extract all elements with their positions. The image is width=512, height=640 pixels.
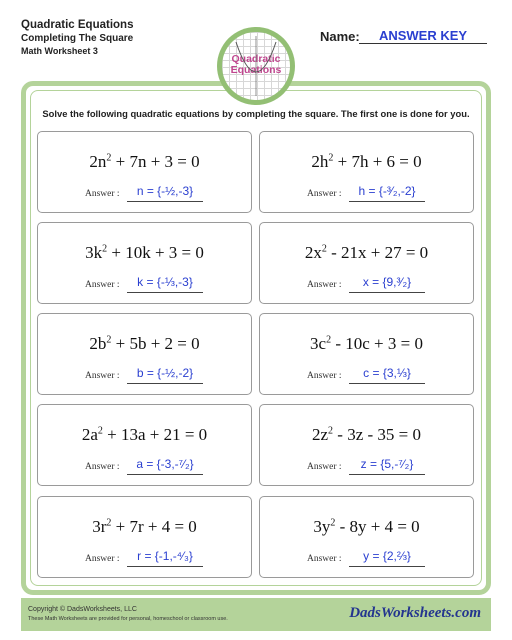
answer-underline — [127, 292, 203, 293]
answer-underline — [349, 201, 425, 202]
name-label: Name: — [320, 29, 360, 44]
answer-underline — [349, 474, 425, 475]
answer-label: Answer : — [85, 189, 120, 199]
logo-text-line1: Quadratic — [231, 53, 281, 65]
answer-value: n = {-½,-3} — [136, 184, 194, 198]
worksheet-number: Math Worksheet 3 — [21, 46, 98, 56]
answer-label: Answer : — [85, 462, 120, 472]
equation: $3c^2 - 10c + 3 = 0$ — [310, 334, 423, 353]
answer-underline — [349, 383, 425, 384]
equation: $2n^2 + 7n + 3 = 0$ — [89, 152, 200, 171]
answer-label: Answer : — [307, 371, 342, 381]
problem-card — [37, 131, 252, 213]
equation: $2a^2 + 13a + 21 = 0$ — [81, 425, 208, 444]
equation: $3k^2 + 10k + 3 = 0$ — [85, 243, 204, 262]
answer-label: Answer : — [307, 189, 342, 199]
equation: $2b^2 + 5b + 2 = 0$ — [89, 334, 200, 353]
answer-underline — [349, 566, 425, 567]
answer-label: Answer : — [85, 554, 120, 564]
logo-text-line2: Equations — [230, 64, 282, 76]
problem-card — [37, 496, 252, 578]
answer-value: a = {-3,-⁷⁄₂} — [136, 457, 194, 471]
answer-value: z = {5,-⁷⁄₂} — [360, 457, 414, 471]
quadratic-equations-logo — [217, 27, 295, 105]
answer-value: b = {-½,-2} — [136, 366, 194, 380]
equation: $2h^2 + 7h + 6 = 0$ — [311, 152, 422, 171]
answer-underline — [127, 474, 203, 475]
worksheet-subtitle: Completing The Square — [21, 33, 134, 44]
equation: $2x^2 - 21x + 27 = 0$ — [304, 243, 429, 262]
answer-value: k = {-⅓,-3} — [137, 275, 193, 289]
answer-label: Answer : — [307, 554, 342, 564]
answer-underline — [127, 383, 203, 384]
problem-card — [259, 131, 474, 213]
problem-card — [37, 222, 252, 304]
instructions: Solve the following quadratic equations by completing the square. The first one is done for you. — [42, 108, 470, 119]
problem-card — [259, 496, 474, 578]
problem-card — [259, 404, 474, 486]
answer-underline — [349, 292, 425, 293]
problem-card — [259, 313, 474, 395]
copyright-text: Copyright © DadsWorksheets, LLC — [28, 606, 137, 613]
problem-card — [37, 404, 252, 486]
answer-label: Answer : — [307, 462, 342, 472]
answer-value: h = {-³⁄₂,-2} — [358, 184, 416, 198]
name-value: ANSWER KEY — [378, 28, 468, 43]
answer-value: x = {9,³⁄₂} — [362, 275, 412, 289]
footer — [21, 598, 491, 631]
parabola-icon — [222, 32, 290, 100]
equation: $3r^2 + 7r + 4 = 0$ — [92, 517, 197, 536]
answer-value: r = {-1,-⁴⁄₃} — [137, 549, 193, 563]
answer-label: Answer : — [85, 280, 120, 290]
equation: $2z^2 - 3z - 35 = 0$ — [311, 425, 421, 444]
answer-label: Answer : — [307, 280, 342, 290]
name-underline — [359, 43, 487, 44]
brand-logo[interactable]: DadsWorksheets.com — [349, 605, 481, 621]
answer-label: Answer : — [85, 371, 120, 381]
usage-notice: These Math Worksheets are provided for personal, homeschool or classroom use. — [28, 616, 228, 622]
answer-underline — [127, 201, 203, 202]
worksheet-title: Quadratic Equations — [21, 19, 134, 31]
answer-value: y = {2,⅔} — [363, 549, 411, 563]
problem-card — [259, 222, 474, 304]
equation: $3y^2 - 8y + 4 = 0$ — [313, 517, 420, 536]
answer-underline — [127, 566, 203, 567]
answer-value: c = {3,⅓} — [363, 366, 411, 380]
problem-card — [37, 313, 252, 395]
